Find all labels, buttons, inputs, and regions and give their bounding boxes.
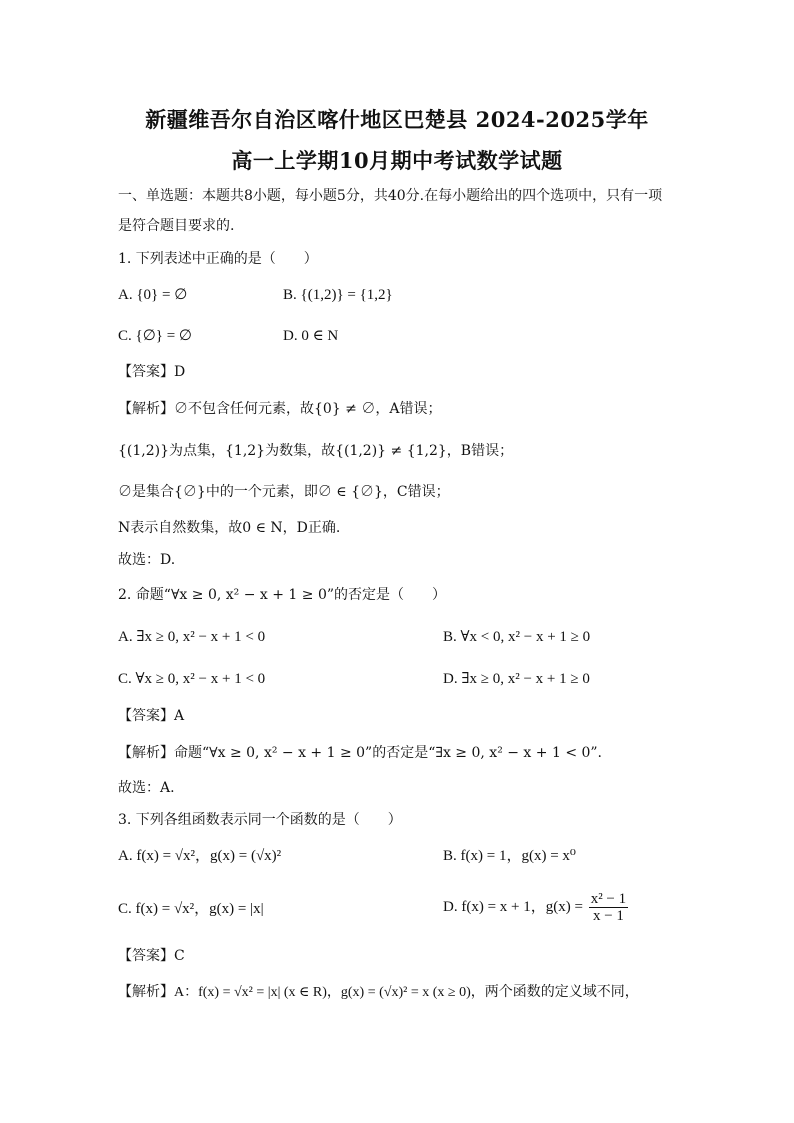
document-title-line-2: 高一上学期10月期中考试数学试题 xyxy=(231,148,563,173)
question-2-option-c: C. ∀x ≥ 0, x² − x + 1 < 0 xyxy=(118,671,266,687)
question-3-option-c: C. f(x) = √x²，g(x) = |x| xyxy=(118,901,264,917)
fraction-denominator: x − 1 xyxy=(592,908,624,925)
question-2-answer: 【答案】A xyxy=(118,708,185,724)
question-3-answer: 【答案】C xyxy=(118,948,185,964)
question-1-option-a: A. {0} = ∅ xyxy=(118,287,188,303)
question-3-option-d-fraction xyxy=(589,891,628,924)
question-1-explanation-1: 【解析】∅不包含任何元素，故{0} ≠ ∅，A错误； xyxy=(118,401,442,417)
question-2-option-d: D. ∃x ≥ 0, x² − x + 1 ≥ 0 xyxy=(443,671,590,687)
question-1-explanation-4: N表示自然数集，故0 ∈ N，D正确. xyxy=(118,520,341,536)
question-3-option-a: A. f(x) = √x²，g(x) = (√x)² xyxy=(118,848,282,864)
question-1-explanation-2: {(1,2)}为点集，{1,2}为数集，故{(1,2)} ≠ {1,2}，B错误； xyxy=(118,443,514,459)
question-1-option-b: B. {(1,2)} = {1,2} xyxy=(283,287,393,303)
question-2-option-a: A. ∃x ≥ 0, x² − x + 1 < 0 xyxy=(118,629,266,645)
question-2-conclusion: 故选：A. xyxy=(118,780,175,796)
section-heading-continued: 是符合题目要求的. xyxy=(118,218,235,234)
section-heading: 一、单选题：本题共8小题，每小题5分，共40分.在每小题给出的四个选项中，只有一项 xyxy=(118,188,663,204)
question-3-option-b: B. f(x) = 1，g(x) = x⁰ xyxy=(443,848,576,864)
question-1-option-d: D. 0 ∈ N xyxy=(283,328,339,344)
question-3-explanation-1: 【解析】A：f(x) = √x² = |x| (x ∈ R)，g(x) = (√x)² = x (x ≥ 0)，两个函数的定义域不同， xyxy=(118,985,639,1000)
question-3-stem: 3. 下列各组函数表示同一个函数的是（ ） xyxy=(118,812,402,828)
question-1-option-c: C. {∅} = ∅ xyxy=(118,328,192,344)
question-2-stem: 2. 命题“∀x ≥ 0, x² − x + 1 ≥ 0”的否定是（ ） xyxy=(118,587,447,603)
question-1-explanation-3: ∅是集合{∅}中的一个元素，即∅ ∈ {∅}，C错误； xyxy=(118,484,450,500)
question-3-option-d-text: D. f(x) = x + 1，g(x) = xyxy=(443,899,587,915)
question-1-conclusion: 故选：D. xyxy=(118,552,176,568)
question-2-option-b: B. ∀x < 0, x² − x + 1 ≥ 0 xyxy=(443,629,591,645)
document-title-line-1: 新疆维吾尔自治区喀什地区巴楚县 2024-2025学年 xyxy=(145,107,649,132)
fraction-numerator: x² − 1 xyxy=(590,891,627,908)
question-3-option-d xyxy=(443,887,630,927)
question-2-explanation-1: 【解析】命题“∀x ≥ 0, x² − x + 1 ≥ 0”的否定是“∃x ≥ 0, x² − x + 1 < 0”. xyxy=(118,745,603,761)
question-1-answer: 【答案】D xyxy=(118,364,186,380)
question-1-stem: 1. 下列表述中正确的是（ ） xyxy=(118,251,318,267)
